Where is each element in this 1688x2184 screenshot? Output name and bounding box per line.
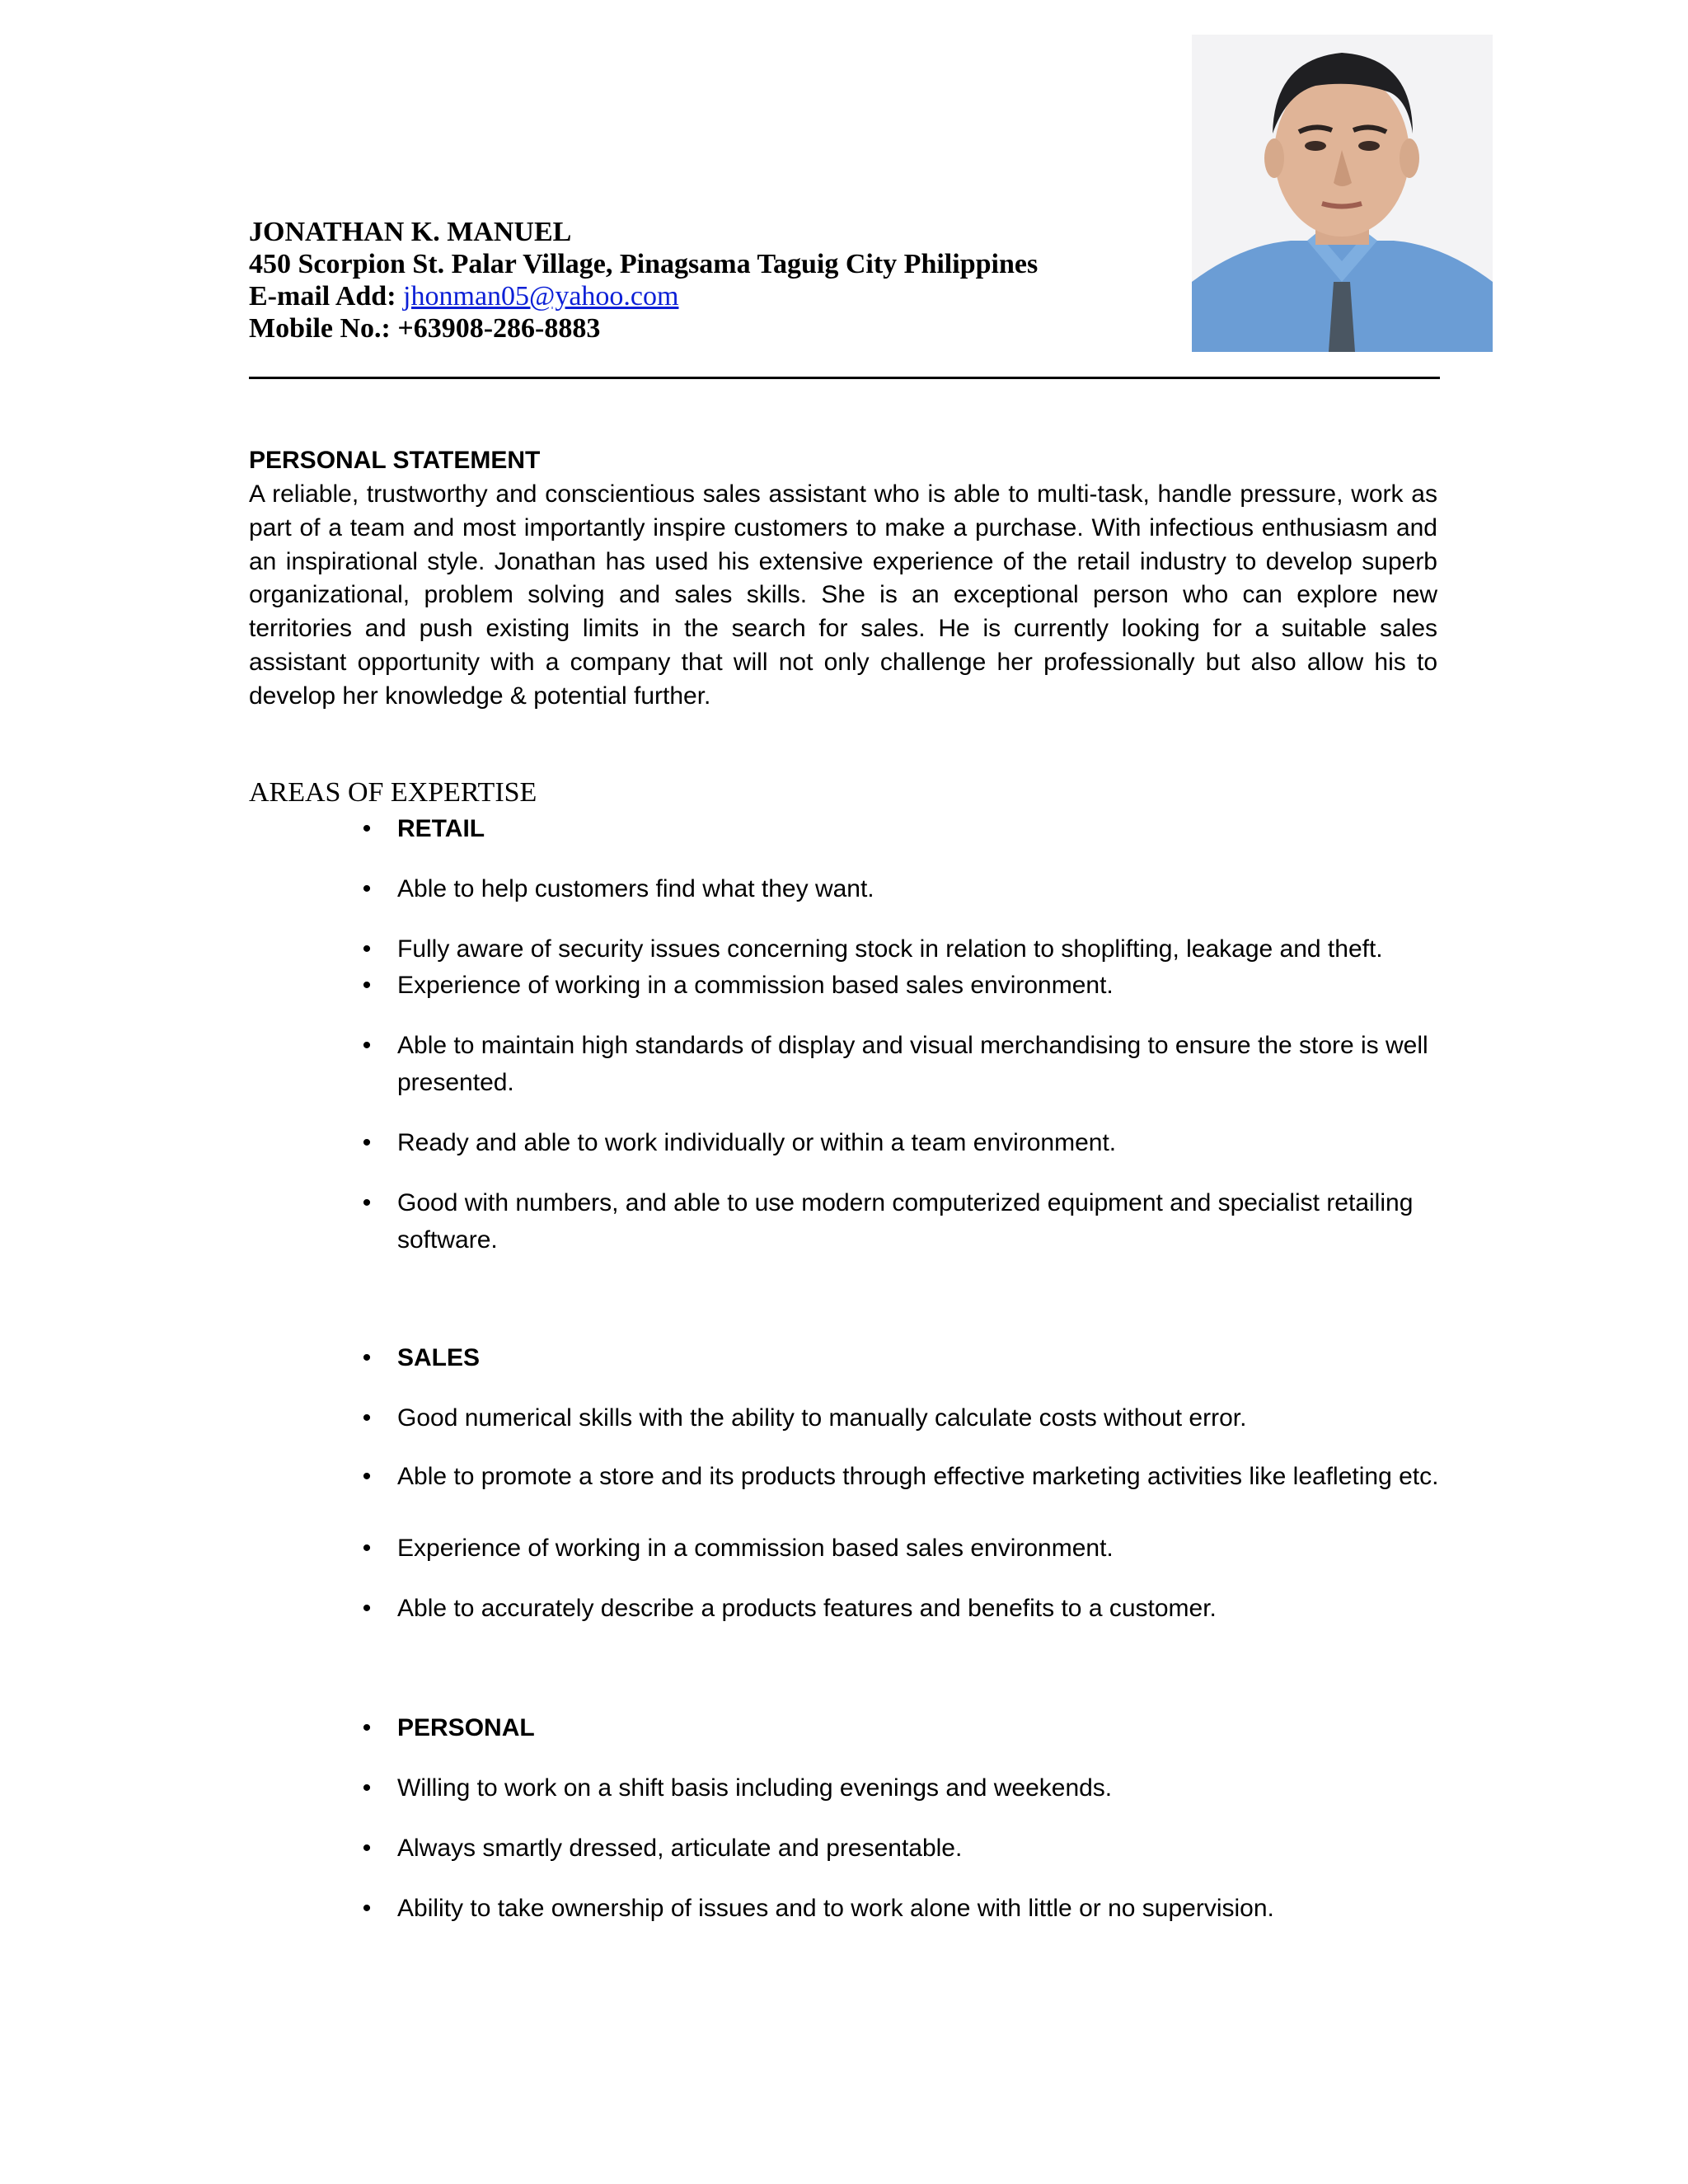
bullet-icon: • <box>362 815 372 842</box>
bullet-icon: • <box>362 1835 372 1862</box>
header-divider <box>249 377 1440 379</box>
list-item: • Ready and able to work individually or within a team environment. <box>354 1124 1451 1161</box>
bullet-icon: • <box>362 1129 372 1156</box>
email-line <box>249 280 1320 312</box>
address: 450 Scorpion St. Palar Village, Pinagsama Taguig City Philippines <box>249 249 1039 279</box>
personal-statement-body: A reliable, trustworthy and conscientious sales assistant who is able to multi-task, handle pressure, work as part of a team and most importantly inspire customers to make a purchase. With infectious enthusiasm and an inspirational style. Jonathan has used his extensive experience of the retail industry to develop superb organizational, problem solving and sales skills. She is an exceptional person who can explore new territories and push existing limits in the search for sales. He is currently looking for a suitable sales assistant opportunity with a company that will not only challenge her professionally but also allow his to develop her knowledge & potential further. <box>249 480 1437 710</box>
list-item: • Experience of working in a commission based sales environment. <box>354 967 1451 1004</box>
bullet-icon: • <box>362 1895 372 1922</box>
bullet-icon: • <box>362 875 372 902</box>
list-item: • Able to accurately describe a products features and benefits to a customer. <box>354 1590 1451 1627</box>
list-item: • Always smartly dressed, articulate and presentable. <box>354 1830 1451 1867</box>
mobile-line <box>249 312 1320 344</box>
list-item: • Willing to work on a shift basis including evenings and weekends. <box>354 1769 1451 1807</box>
list-item: • Experience of working in a commission based sales environment. <box>354 1530 1451 1567</box>
candidate-name: JONATHAN K. MANUEL <box>249 217 572 247</box>
list-item-heading-personal: • PERSONAL <box>354 1709 1451 1746</box>
bullet-icon: • <box>362 935 372 963</box>
mobile-label: Mobile No.: <box>249 313 391 344</box>
list-item: • Good numerical skills with the ability to manually calculate costs without error. <box>354 1399 1451 1436</box>
bullet-icon: • <box>362 1535 372 1562</box>
list-item: • Fully aware of security issues concerning stock in relation to shoplifting, leakage and theft. <box>354 930 1451 968</box>
list-item: • Able to help customers find what they want. <box>354 870 1451 907</box>
list-item: • Able to promote a store and its products through effective marketing activities like leafleting etc. <box>354 1460 1451 1494</box>
bullet-icon: • <box>362 1463 372 1490</box>
bullet-icon: • <box>362 1404 372 1432</box>
list-item: • Ability to take ownership of issues and to work alone with little or no supervision. <box>354 1890 1451 1927</box>
bullet-icon: • <box>362 1595 372 1622</box>
list-item-heading-retail: • RETAIL <box>354 810 1451 847</box>
personal-statement-heading: PERSONAL STATEMENT <box>249 447 541 474</box>
list-item: • Able to maintain high standards of display and visual merchandising to ensure the store is well presented. <box>354 1027 1451 1101</box>
email-label: E-mail Add: <box>249 281 396 312</box>
bullet-icon: • <box>362 1774 372 1802</box>
bullet-icon: • <box>362 1032 372 1059</box>
contact-header <box>249 216 1320 344</box>
areas-of-expertise-heading: AREAS OF EXPERTISE <box>249 777 537 808</box>
list-item: • Good with numbers, and able to use modern computerized equipment and specialist retailing software. <box>354 1184 1451 1258</box>
email-link[interactable]: jhonman05@yahoo.com <box>403 281 679 312</box>
bullet-icon: • <box>362 972 372 999</box>
bullet-icon: • <box>362 1714 372 1741</box>
list-item-heading-sales: • SALES <box>354 1339 1451 1376</box>
bullet-icon: • <box>362 1189 372 1216</box>
bullet-icon: • <box>362 1344 372 1371</box>
mobile-number: +63908-286-8883 <box>397 313 601 344</box>
